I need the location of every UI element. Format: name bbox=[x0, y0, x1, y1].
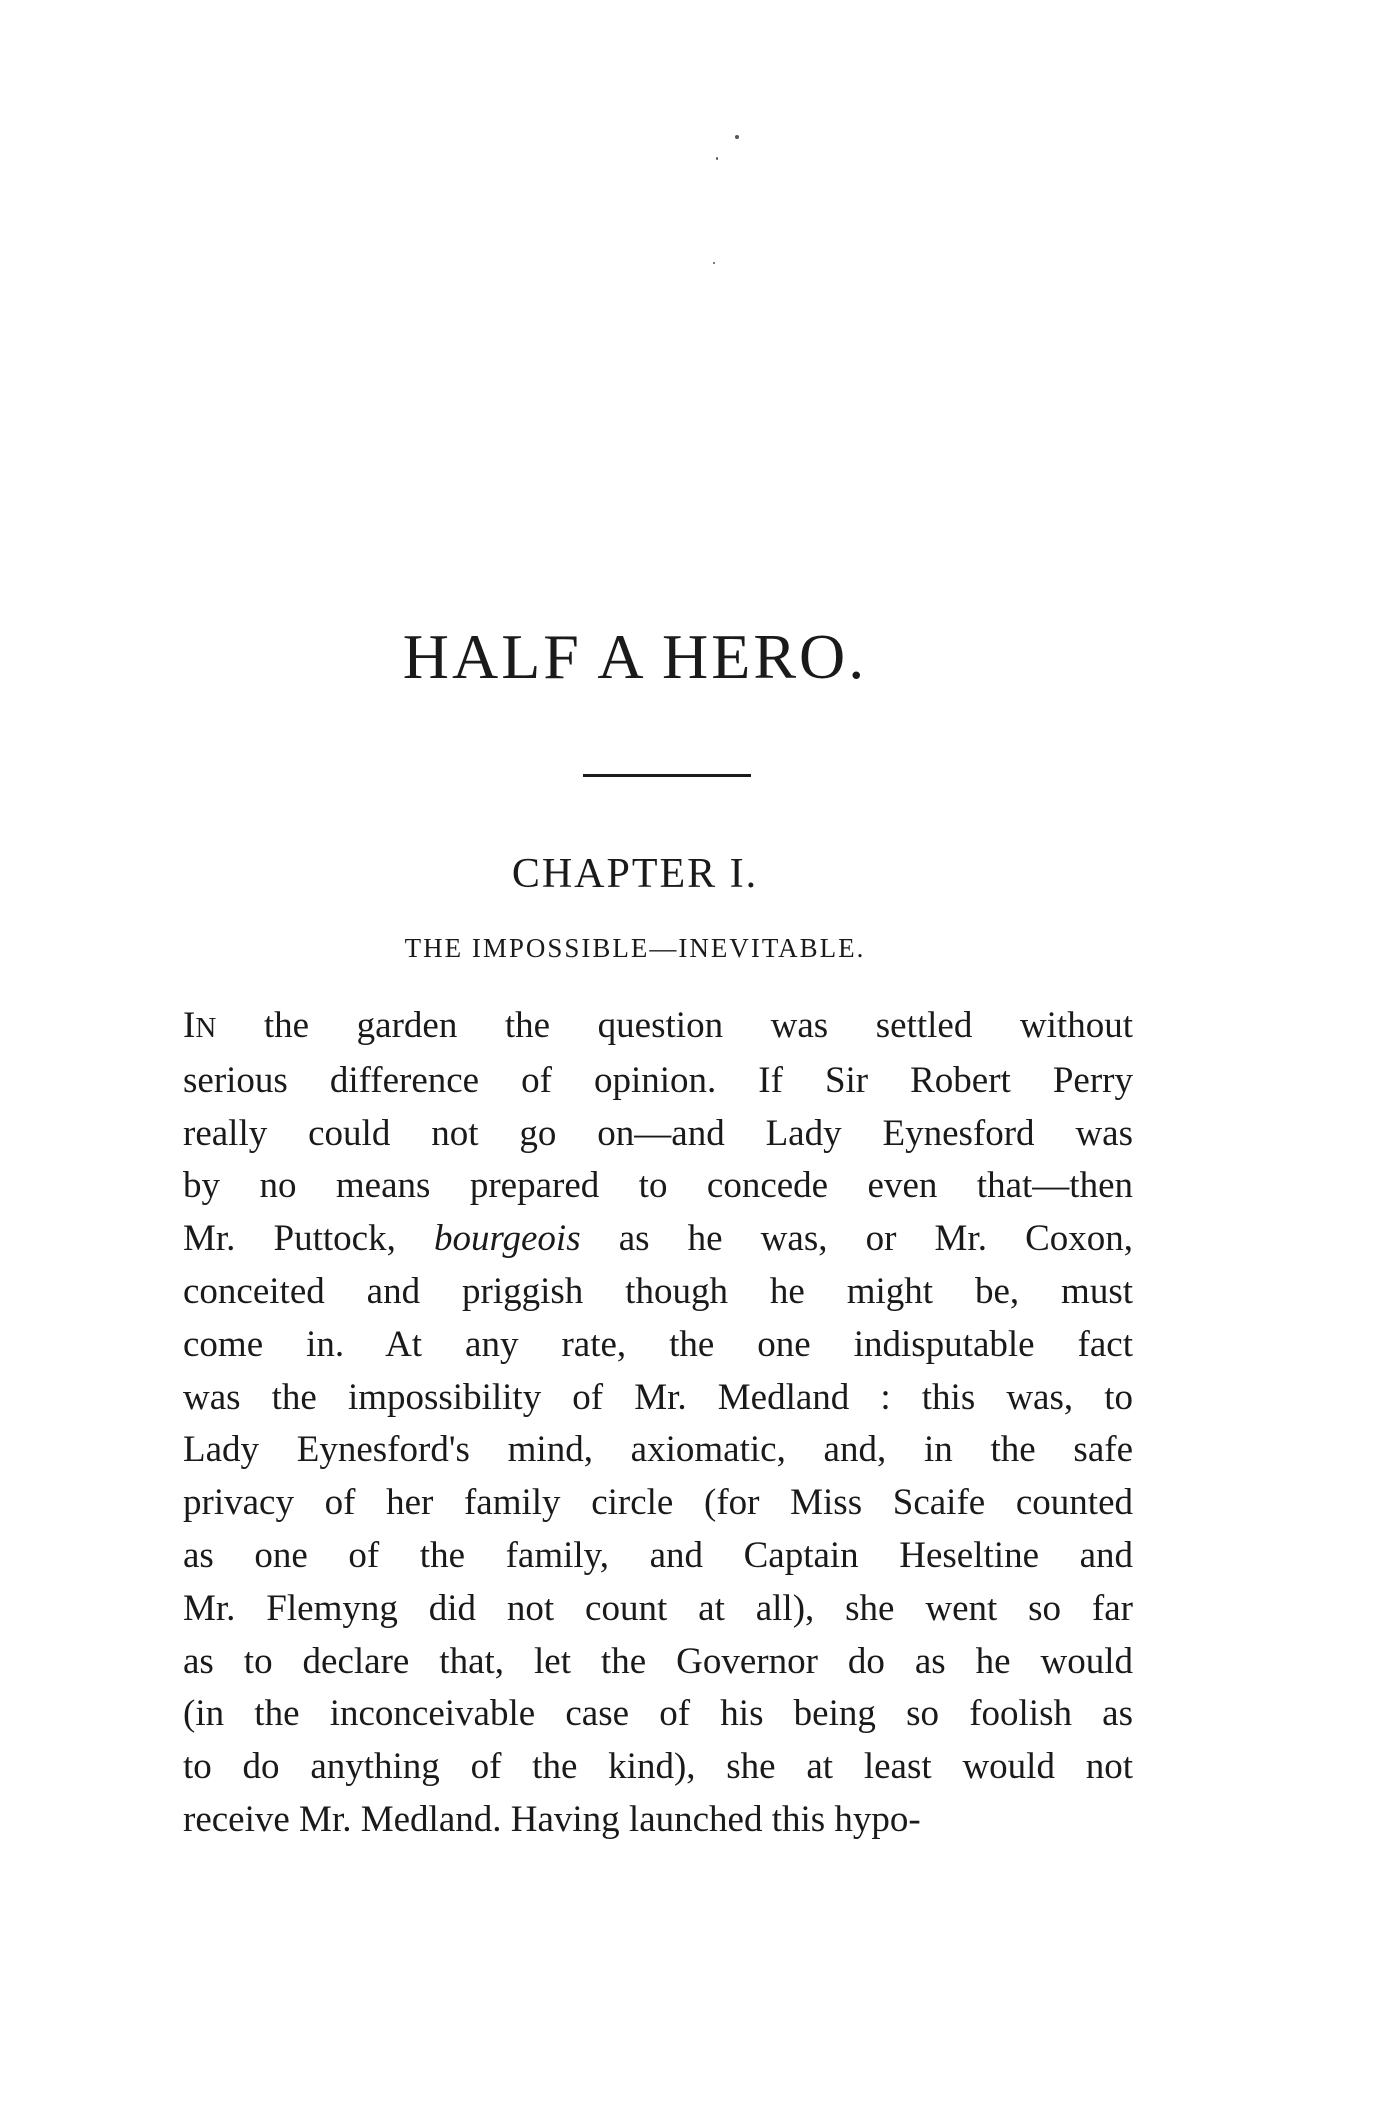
text-line bbox=[183, 1424, 1133, 1477]
text-line bbox=[183, 1688, 1133, 1741]
chapter-body-text bbox=[183, 1000, 1133, 1847]
text-run: as he was, or Mr. Coxon, bbox=[580, 1218, 1133, 1260]
text-line bbox=[183, 1530, 1133, 1583]
text-line bbox=[183, 1108, 1133, 1161]
chapter-number: CHAPTER I. bbox=[511, 851, 759, 897]
text-line bbox=[183, 1794, 1133, 1847]
text-line bbox=[183, 1583, 1133, 1636]
book-title: HALF A HERO. bbox=[402, 621, 868, 692]
text-line bbox=[183, 1372, 1133, 1425]
chapter-title: THE IMPOSSIBLE—INEVITABLE. bbox=[404, 933, 866, 963]
text-run: serious difference of opinion. If Sir Robert Perry bbox=[183, 1059, 1133, 1101]
text-line bbox=[183, 1000, 1133, 1055]
text-line bbox=[183, 1266, 1133, 1319]
text-run: as to declare that, let the Governor do as he would bbox=[183, 1640, 1133, 1682]
text-line bbox=[183, 1477, 1133, 1530]
italic-word: bourgeois bbox=[433, 1218, 581, 1260]
text-run: Mr. Flemyng did not count at all), she went so far bbox=[183, 1587, 1133, 1629]
title-rule bbox=[583, 774, 751, 777]
opening-word: IN bbox=[183, 1005, 217, 1046]
text-line bbox=[183, 1055, 1133, 1108]
text-line bbox=[183, 1213, 1133, 1266]
text-line bbox=[183, 1636, 1133, 1689]
text-line bbox=[183, 1160, 1133, 1213]
scan-speck bbox=[716, 157, 718, 160]
text-run: Lady Eynesford's mind, axiomatic, and, in the safe bbox=[183, 1429, 1133, 1471]
text-run: really could not go on—and Lady Eynesford was bbox=[183, 1112, 1133, 1154]
scan-speck bbox=[735, 135, 739, 139]
text-run: conceited and priggish though he might be, must bbox=[183, 1270, 1133, 1312]
text-run: the garden the question was settled without bbox=[216, 1005, 1133, 1046]
text-run: receive Mr. Medland. Having launched this hypo- bbox=[183, 1798, 921, 1840]
scan-speck bbox=[713, 262, 715, 264]
text-run: (in the inconceivable case of his being so foolish as bbox=[183, 1693, 1133, 1735]
text-run: by no means prepared to concede even that—then bbox=[183, 1165, 1133, 1207]
text-run: Mr. Puttock, bbox=[183, 1218, 434, 1260]
text-run: to do anything of the kind), she at least would not bbox=[183, 1746, 1133, 1788]
text-run: was the impossibility of Mr. Medland : this was, to bbox=[183, 1376, 1133, 1418]
text-line bbox=[183, 1319, 1133, 1372]
text-run: privacy of her family circle (for Miss Scaife counted bbox=[183, 1482, 1133, 1524]
text-run: come in. At any rate, the one indisputable fact bbox=[183, 1323, 1133, 1365]
text-run: as one of the family, and Captain Heseltine and bbox=[183, 1534, 1133, 1576]
text-line bbox=[183, 1741, 1133, 1794]
